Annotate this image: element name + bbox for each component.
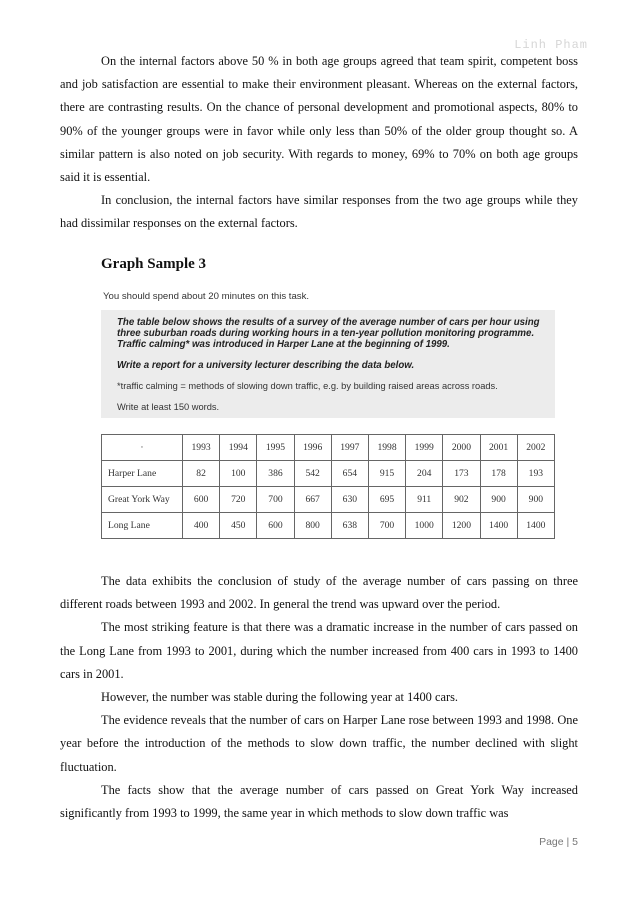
table-cell: 630 xyxy=(331,487,368,513)
table-cell: 700 xyxy=(368,513,405,539)
report-text xyxy=(60,570,578,825)
year-header-cell: 1993 xyxy=(183,435,220,461)
table-cell: 82 xyxy=(183,461,220,487)
table-cell: 654 xyxy=(331,461,368,487)
row-label-cell: Great York Way xyxy=(102,487,183,513)
year-header-cell: 2001 xyxy=(480,435,517,461)
table-cell: 1000 xyxy=(406,513,443,539)
table-cell: 100 xyxy=(220,461,257,487)
table-cell: 542 xyxy=(294,461,331,487)
traffic-table xyxy=(101,434,555,539)
year-header-cell: 1999 xyxy=(406,435,443,461)
year-header-cell: 2000 xyxy=(443,435,480,461)
task-word-count: Write at least 150 words. xyxy=(117,402,220,412)
section-heading: Graph Sample 3 xyxy=(101,256,207,272)
task-footnote: *traffic calming = methods of slowing down traffic, e.g. by building raised areas across roads. xyxy=(117,381,498,391)
task-box xyxy=(101,310,555,418)
table-cell: 178 xyxy=(480,461,517,487)
year-header-cell: 1996 xyxy=(294,435,331,461)
table-cell: 915 xyxy=(368,461,405,487)
table-cell: 700 xyxy=(257,487,294,513)
table-cell: 900 xyxy=(480,487,517,513)
table-cell: 204 xyxy=(406,461,443,487)
table-cell: 900 xyxy=(517,487,554,513)
report-paragraph: The facts show that the average number of cars passed on Great York Way increased significantly from 1993 to 1999, the same year in which methods to slow down traffic was xyxy=(60,782,578,821)
intro-paragraph: On the internal factors above 50 % in both age groups agreed that team spirit, competent boss and job satisfaction are essential to make their environment pleasant. Whereas on the external factors, there are contrasting results. On the chance of personal development and promotional aspects, 80% to 90% of the younger groups were in favor while only less than 50% of the older group thought so. A similar pattern is also noted on job security. With regards to money, 69% to 70% on both age groups said it is essential. xyxy=(60,54,578,185)
author-watermark: Linh Pham xyxy=(514,38,588,52)
table-cell: 638 xyxy=(331,513,368,539)
row-label-cell: Long Lane xyxy=(102,513,183,539)
table-cell: 400 xyxy=(183,513,220,539)
table-cell: 173 xyxy=(443,461,480,487)
table-cell: 386 xyxy=(257,461,294,487)
table-cell: 667 xyxy=(294,487,331,513)
table-cell: 720 xyxy=(220,487,257,513)
table-cell: 902 xyxy=(443,487,480,513)
task-description: The table below shows the results of a survey of the average number of cars per hour using three suburban roads during working hours in a ten-year pollution monitoring programme. Traffic calming* was introduced in Harper Lane at the beginning of 1999. xyxy=(117,317,540,351)
task-time-note: You should spend about 20 minutes on this task. xyxy=(103,291,310,302)
table-cell: 911 xyxy=(406,487,443,513)
table-cell: 450 xyxy=(220,513,257,539)
table-cell: 1200 xyxy=(443,513,480,539)
table-cell: 1400 xyxy=(480,513,517,539)
year-header-cell: 1998 xyxy=(368,435,405,461)
table-cell: 695 xyxy=(368,487,405,513)
table-row-long-lane xyxy=(102,513,555,539)
table-header-row xyxy=(102,435,555,461)
task-instruction: Write a report for a university lecturer describing the data below. xyxy=(117,360,415,371)
table-cell: 800 xyxy=(294,513,331,539)
year-header-cell: 1995 xyxy=(257,435,294,461)
task-scan xyxy=(101,286,557,565)
table-cell: 193 xyxy=(517,461,554,487)
report-paragraph: The data exhibits the conclusion of study of the average number of cars passing on three different roads between 1993 and 2002. In general the trend was upward over the period. xyxy=(60,574,578,612)
year-header-cell: 1994 xyxy=(220,435,257,461)
table-cell: 600 xyxy=(183,487,220,513)
table-cell: 1400 xyxy=(517,513,554,539)
year-header-cell: 1997 xyxy=(331,435,368,461)
year-header-cell: 2002 xyxy=(517,435,554,461)
report-paragraph: The most striking feature is that there was a dramatic increase in the number of cars passed on the Long Lane from 1993 to 2001, during which the number increased from 400 cars in 1993 to 1400 cars in 2001. xyxy=(60,620,578,681)
table-corner-cell: · xyxy=(102,435,183,461)
intro-paragraph: In conclusion, the internal factors have similar responses from the two age groups while they had dissimilar responses on the external factors. xyxy=(60,193,578,231)
report-paragraph: The evidence reveals that the number of cars on Harper Lane rose between 1993 and 1998. One year before the introduction of the methods to slow down traffic, the number declined with slight fluctuation. xyxy=(60,713,578,774)
page-number: Page | 5 xyxy=(539,836,578,848)
table-row-harper-lane xyxy=(102,461,555,487)
intro-text xyxy=(60,50,578,236)
row-label-cell: Harper Lane xyxy=(102,461,183,487)
report-paragraph: However, the number was stable during the following year at 1400 cars. xyxy=(101,690,459,705)
table-row-great-york-way xyxy=(102,487,555,513)
table-cell: 600 xyxy=(257,513,294,539)
